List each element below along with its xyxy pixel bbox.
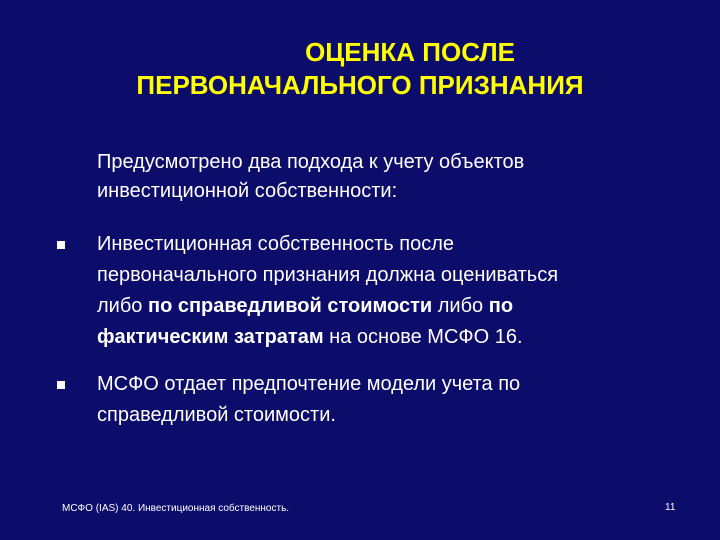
bullet-1-line-2: первоначального признания должна оцениваться <box>97 264 559 286</box>
footer-text: МСФО (IAS) 40. Инвестиционная собственность. <box>62 503 290 514</box>
bullet-1-fair-value: по справедливой стоимости <box>147 295 433 317</box>
page-number: 11 <box>665 502 676 513</box>
bullet-1-by: по <box>488 295 514 317</box>
square-bullet-icon <box>57 381 65 389</box>
bullet-1-text-either: либо <box>97 295 148 317</box>
title-line-2: ПЕРВОНАЧАЛЬНОГО ПРИЗНАНИЯ <box>136 70 584 100</box>
bullet-2-line-2: справедливой стоимости. <box>97 404 336 426</box>
slide-title <box>0 36 720 102</box>
bullet-1-line-3 <box>97 291 687 322</box>
bullet-1-actual-costs: фактическим затратам <box>97 326 324 348</box>
bullet-2-line-1: МСФО отдает предпочтение модели учета по <box>97 373 521 395</box>
bullet-item-1 <box>97 229 687 353</box>
bullet-1-line-1: Инвестиционная собственность после <box>97 233 454 255</box>
intro-line-1: Предусмотрено два подхода к учету объектов <box>97 151 525 173</box>
square-bullet-icon <box>57 241 65 249</box>
bullet-1-ias16: на основе МСФО 16. <box>323 326 523 348</box>
title-line-1: ОЦЕНКА ПОСЛЕ <box>305 37 515 67</box>
intro-paragraph <box>97 148 677 206</box>
intro-line-2: инвестиционной собственности: <box>97 180 398 202</box>
bullet-1-line-4 <box>97 322 687 353</box>
bullet-1-text-or: либо <box>432 295 489 317</box>
bullet-item-2 <box>97 369 687 431</box>
